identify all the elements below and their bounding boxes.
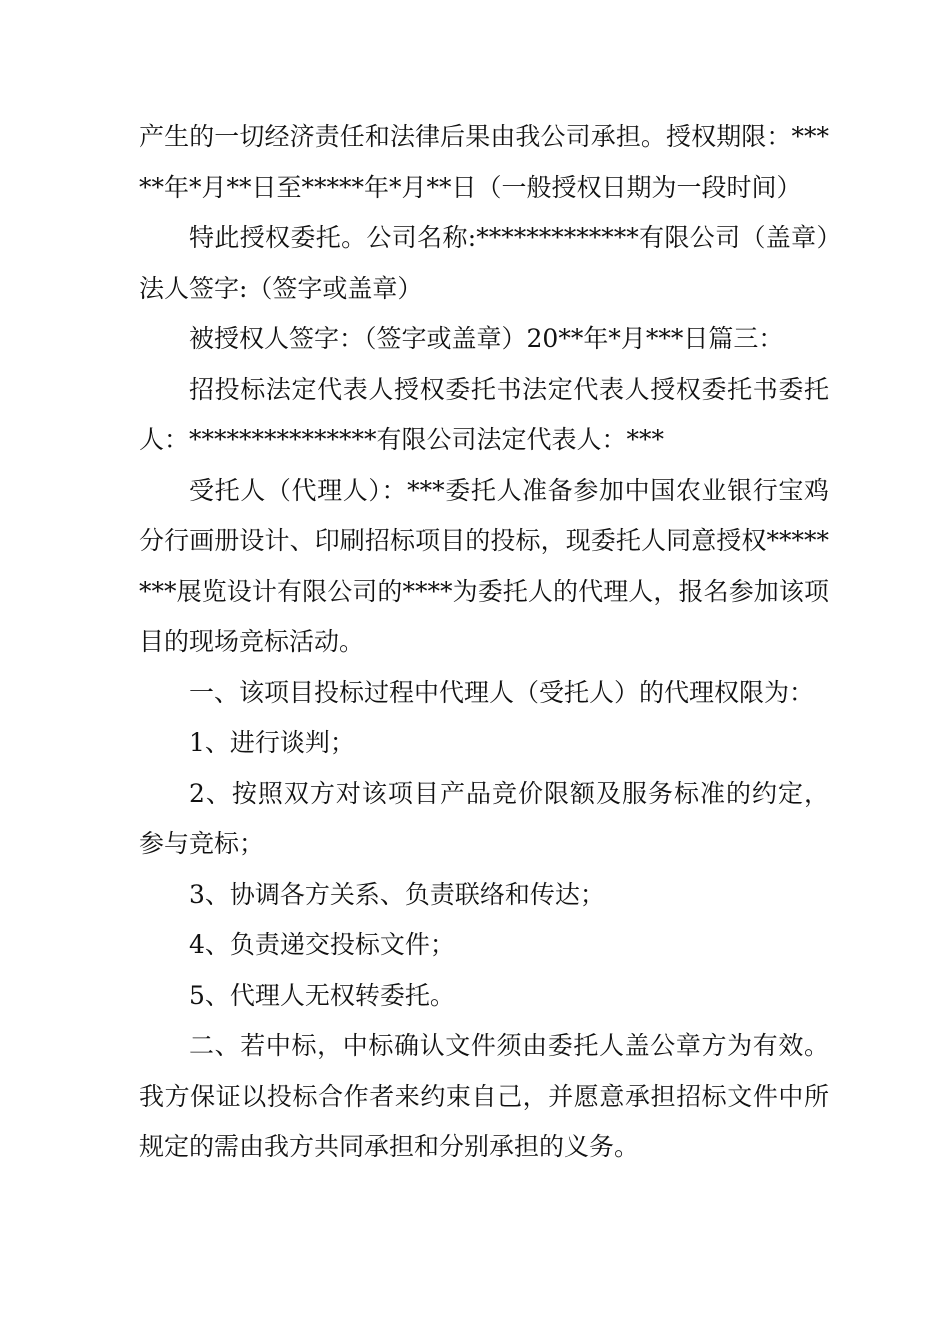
list-item-bidding: 2、按照双方对该项目产品竞价限额及服务标准的约定，参与竞标；: [139, 778, 829, 858]
list-item-coordination: 3、协调各方关系、负责联络和传达；: [189, 879, 605, 909]
list-item-negotiation: 1、进行谈判；: [189, 728, 355, 757]
paragraph-liability-and-term: 产生的一切经济责任和法律后果由我公司承担。授权期限：*****年*月**日至*****年*月**日（一般授权日期为一段时间）: [139, 122, 829, 202]
paragraph-agent: 受托人（代理人）：***委托人准备参加中国农业银行宝鸡分行画册设计、印刷招标项目的投标，现委托人同意授权********展览设计有限公司的****为委托人的代理人，报名参加该项目的现场竞标活动。: [139, 475, 829, 656]
document-body: [139, 112, 829, 1173]
list-item-submission: 4、负责递交投标文件；: [189, 930, 455, 959]
list-item-no-subdelegation: 5、代理人无权转委托。: [189, 980, 455, 1010]
paragraph-principal: 招投标法定代表人授权委托书法定代表人授权委托书委托人：***************有限公司法定代表人：***: [139, 374, 829, 454]
paragraph-section-two: 二、若中标，中标确认文件须由委托人盖公章方为有效。我方保证以投标合作者来约束自己，并愿意承担招标文件中所规定的需由我方共同承担和分别承担的义务。: [139, 1031, 829, 1161]
paragraph-authorized-signature: 被授权人签字：（签字或盖章）20**年*月***日篇三：: [189, 324, 784, 353]
paragraph-section-one-heading: 一、该项目投标过程中代理人（受托人）的代理权限为：: [189, 677, 815, 707]
paragraph-company-name: 特此授权委托。公司名称:*************有限公司（盖章）法人签字:（签字或盖章）: [139, 223, 829, 303]
